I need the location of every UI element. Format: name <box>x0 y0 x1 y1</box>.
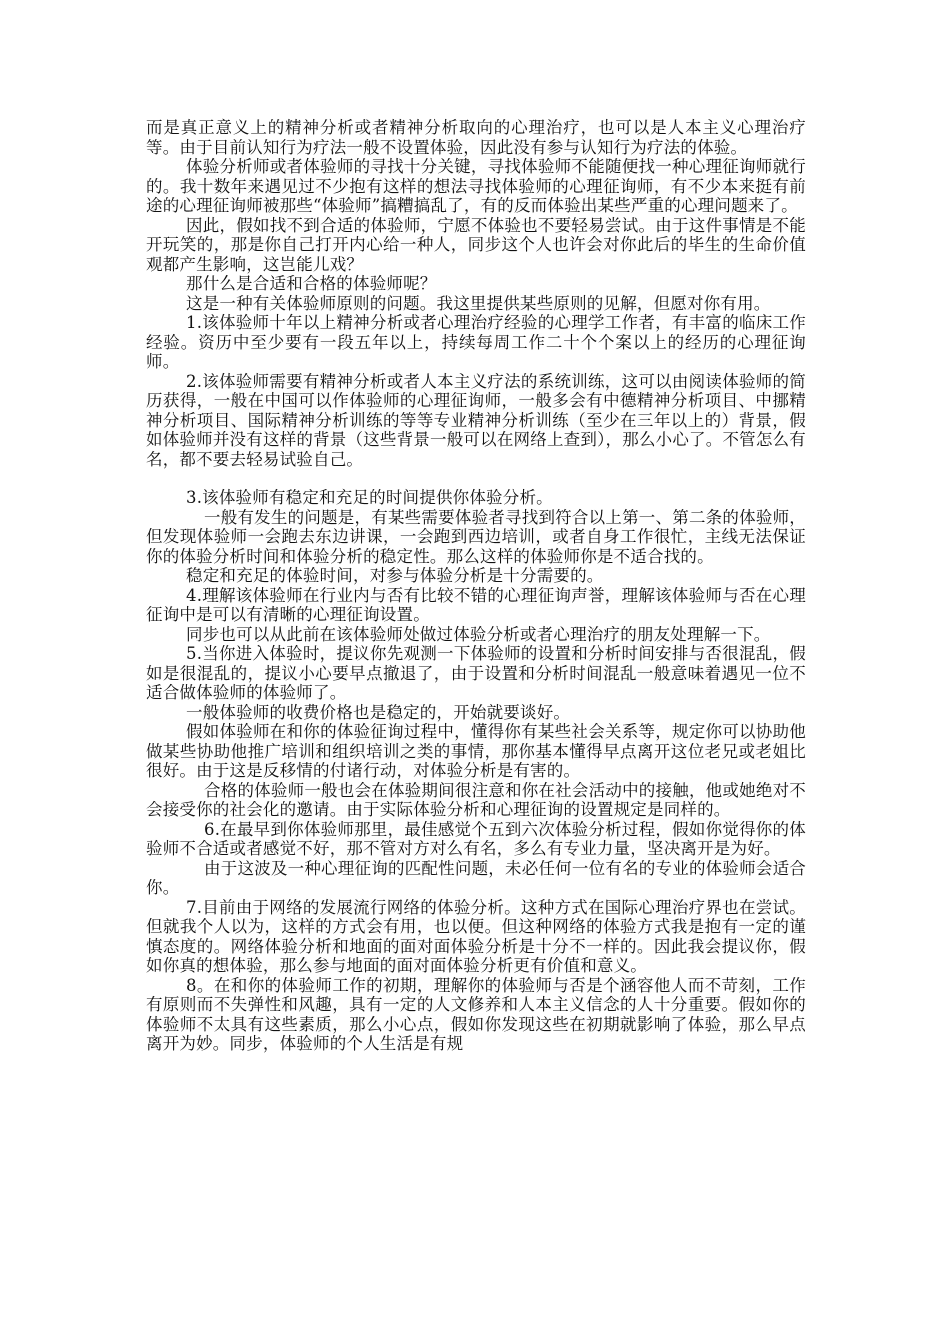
paragraph-7: 2.该体验师需要有精神分析或者人本主义疗法的系统训练，这可以由阅读体验师的简历获得，一般在中国可以作体验师的心理征询师，一般多会有中德精神分析项目、中挪精神分析项目、国际精神分析训练的等等专业精神分析训练（至少在三年以上的）背景，假如体验师并没有这样的背景（这些背景一般可以在网络上查到），那么小心了。不管怎么有名，都不要去轻易试验自己。 <box>146 371 806 469</box>
paragraph-11: 4.理解该体验师在行业内与否有比较不错的心理征询声誉，理解该体验师与否在心理征询中是可以有清晰的心理征询设置。 <box>146 585 806 624</box>
document-page <box>146 118 806 1054</box>
paragraph-13: 5.当你进入体验时，提议你先观测一下体验师的设置和分析时间安排与否很混乱，假如是很混乱的，提议小心要早点撤退了，由于设置和分析时间混乱一般意味着遇见一位不适合做体验师的体验师了。 <box>146 644 806 702</box>
paragraph-3: 因此，假如找不到合适的体验师，宁愿不体验也不要轻易尝试。由于这件事情是不能开玩笑的，那是你自己打开内心给一种人，同步这个人也许会对你此后的毕生的生命价值观都产生影响，这岂能儿戏？ <box>146 215 806 274</box>
paragraph-9: 一般有发生的问题是，有某些需要体验者寻找到符合以上第一、第二条的体验师，但发现体验师一会跑去东边讲课，一会跑到西边培训，或者自身工作很忙，主线无法保证你的体验分析时间和体验分析的稳定性。那么这样的体验师你是不适合找的。 <box>146 507 806 566</box>
paragraph-19: 7.目前由于网络的发展流行网络的体验分析。这种方式在国际心理治疗界也在尝试。但就我个人以为，这样的方式会有用，也以便。但这种网络的体验方式我是抱有一定的谨慎态度的。网络体验分析和地面的面对面体验分析是十分不一样的。因此我会提议你，假如你真的想体验，那么参与地面的面对面体验分析更有价值和意义。 <box>146 897 806 975</box>
paragraph-14: 一般体验师的收费价格也是稳定的，开始就要谈好。 <box>186 702 571 722</box>
paragraph-6: 1.该体验师十年以上精神分析或者心理治疗经验的心理学工作者，有丰富的临床工作经验。资历中至少要有一段五年以上，持续每周工作二十个个案以上的经历的心理征询师。 <box>146 313 806 371</box>
paragraph-8: 3.该体验师有稳定和充足的时间提供你体验分析。 <box>186 488 553 507</box>
paragraph-10: 稳定和充足的体验时间，对参与体验分析是十分需要的。 <box>186 566 604 585</box>
paragraph-16: 合格的体验师一般也会在体验期间很注意和你在社会活动中的接触，他或她绝对不会接受你的社会化的邀请。由于实际体验分析和心理征询的设置规定是同样的。 <box>146 780 806 819</box>
spacer <box>146 469 806 488</box>
paragraph-20: 8。在和你的体验师工作的初期，理解你的体验师与否是个涵容他人而不苛刻，工作有原则而不失弹性和风趣，具有一定的人文修养和人本主义信念的人十分重要。假如你的体验师不太具有这些素质，那么小心点，假如你发现这些在初期就影响了体验，那么早点离开为妙。同步，体验师的个人生活是有规 <box>146 975 806 1053</box>
paragraph-4: 那什么是合适和合格的体验师呢？ <box>186 274 437 293</box>
paragraph-17: 6.在最早到你体验师那里，最佳感觉个五到六次体验分析过程，假如你觉得你的体验师不合适或者感觉不好，那不管对方对么有名，多么有专业力量，坚决离开是为好。 <box>146 819 806 858</box>
paragraph-2: 体验分析师或者体验师的寻找十分关键，寻找体验师不能随便找一种心理征询师就行的。我十数年来遇见过不少抱有这样的想法寻找体验师的心理征询师，有不少本来挺有前途的心理征询师被那些“体验师”搞糟搞乱了，有的反而体验出某些严重的心理问题来了。 <box>146 157 806 215</box>
paragraph-12: 同步也可以从此前在该体验师处做过体验分析或者心理治疗的朋友处理解一下。 <box>186 624 771 644</box>
paragraph-1: 而是真正意义上的精神分析或者精神分析取向的心理治疗，也可以是人本主义心理治疗等。由于目前认知行为疗法一般不设置体验，因此没有参与认知行为疗法的体验。 <box>146 118 806 157</box>
paragraph-5: 这是一种有关体验师原则的问题。我这里提供某些原则的见解，但愿对你有用。 <box>186 293 771 313</box>
paragraph-15: 假如体验师在和你的体验征询过程中，懂得你有某些社会关系等，规定你可以协助他做某些协助他推广培训和组织培训之类的事情，那你基本懂得早点离开这位老兄或老姐比很好。由于这是反移情的付诸行动，对体验分析是有害的。 <box>146 722 806 780</box>
paragraph-18: 由于这波及一种心理征询的匹配性问题，未必任何一位有名的专业的体验师会适合你。 <box>146 858 806 897</box>
